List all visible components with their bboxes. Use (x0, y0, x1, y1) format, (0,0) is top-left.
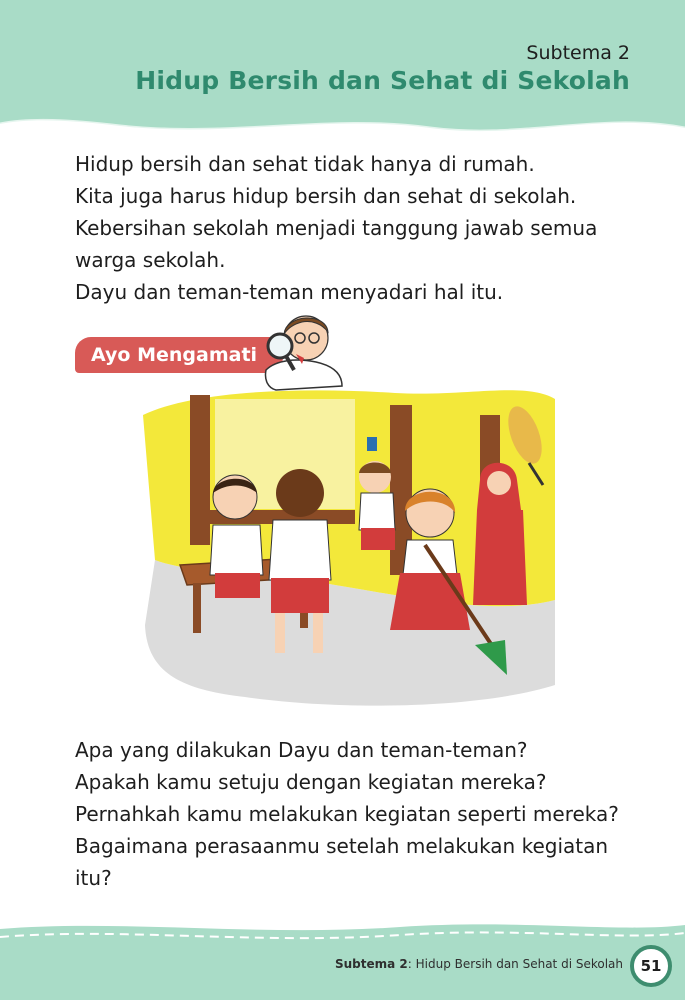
magnifier-kid-illustration (256, 300, 346, 395)
footer-subtema-title: : Hidup Bersih dan Sehat di Sekolah (407, 957, 623, 971)
activity-badge: Ayo Mengamati (75, 337, 283, 373)
page-title: Hidup Bersih dan Sehat di Sekolah (135, 66, 630, 95)
subtema-label: Subtema 2 (526, 42, 630, 64)
question-line: Pernahkah kamu melakukan kegiatan seperti mereka? (75, 802, 619, 826)
questions-paragraph (75, 734, 645, 894)
intro-line: Dayu dan teman-teman menyadari hal itu. (75, 280, 504, 304)
page-number: 51 (630, 945, 672, 987)
footer-subtema-label: Subtema 2 (335, 957, 408, 971)
intro-line: Kita juga harus hidup bersih dan sehat di sekolah. (75, 184, 577, 208)
question-line: Apakah kamu setuju dengan kegiatan mereka? (75, 770, 547, 794)
classroom-cleaning-illustration (135, 385, 560, 710)
question-line: Apa yang dilakukan Dayu dan teman-teman? (75, 738, 528, 762)
intro-line: Kebersihan sekolah menjadi tanggung jawab semua warga sekolah. (75, 216, 598, 272)
question-line: Bagaimana perasaanmu setelah melakukan kegiatan itu? (75, 834, 609, 890)
footer-text (335, 957, 623, 971)
intro-paragraph (75, 148, 645, 308)
intro-line: Hidup bersih dan sehat tidak hanya di rumah. (75, 152, 535, 176)
